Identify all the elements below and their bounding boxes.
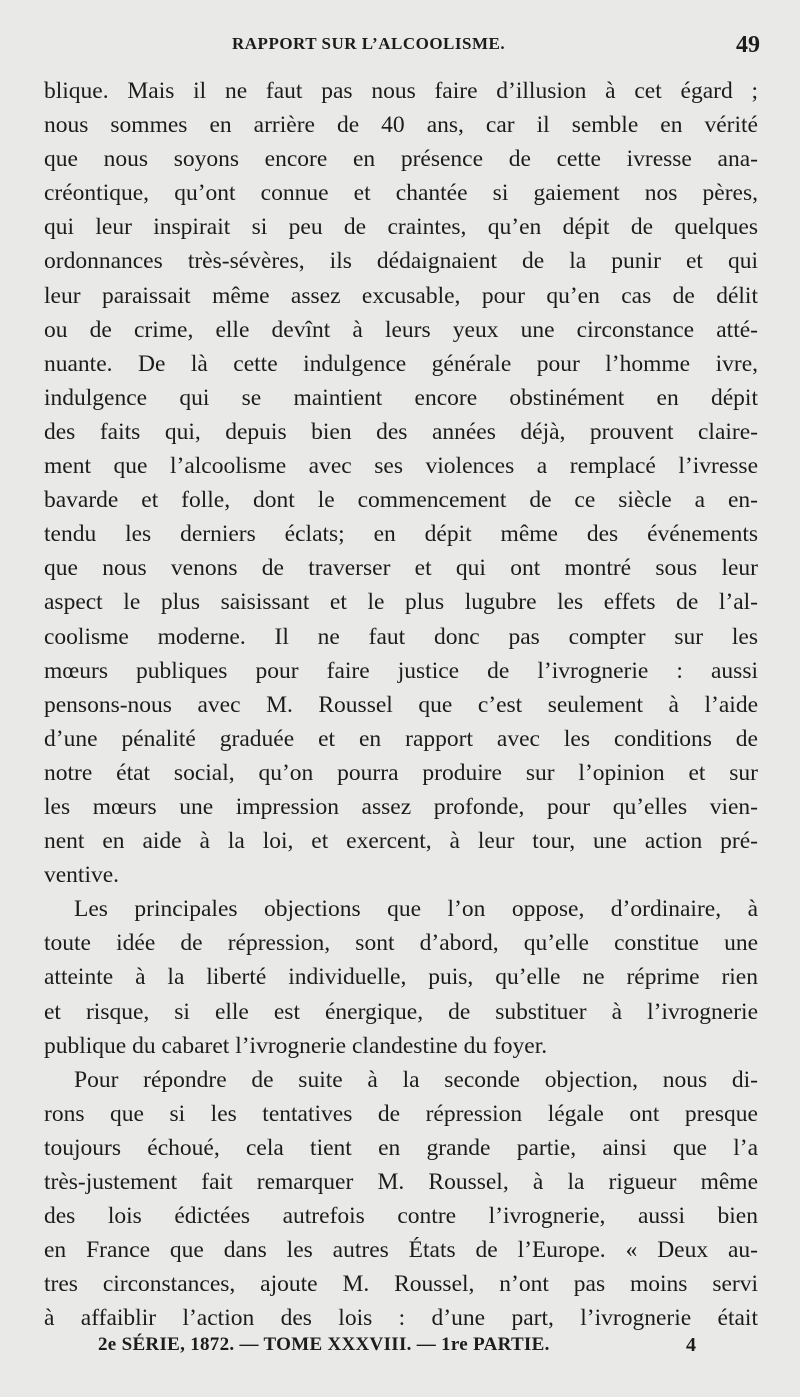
text-line: nuante. De là cette indulgence générale pour l’homme ivre, (44, 350, 758, 377)
text-line: tres circonstances, ajoute M. Roussel, n’ont pas moins servi (44, 1271, 758, 1298)
text-line: toujours échoué, cela tient en grande partie, ainsi que l’a (44, 1134, 758, 1161)
footer-sheet-number: 4 (686, 1334, 696, 1356)
text-line: indulgence qui se maintient encore obstinément en dépit (44, 384, 758, 411)
text-line: ordonnances très-sévères, ils dédaignaient de la punir et qui (44, 248, 758, 275)
footer (0, 1334, 800, 1364)
text-line: des lois édictées autrefois contre l’ivrognerie, aussi bien (44, 1203, 758, 1230)
footer-signature: 2e SÉRIE, 1872. — TOME XXXVIII. — 1re PARTIE. (98, 1334, 550, 1355)
text-line: des faits qui, depuis bien des années déjà, prouvent claire- (44, 418, 758, 445)
text-line: d’une pénalité graduée et en rapport avec les conditions de (44, 725, 758, 752)
text-line: pensons-nous avec M. Roussel que c’est seulement à l’aide (44, 691, 758, 718)
text-line: nent en aide à la loi, et exercent, à leur tour, une action pré- (44, 828, 758, 855)
text-line: à affaiblir l’action des lois : d’une part, l’ivrognerie était (44, 1305, 758, 1332)
text-line: toute idée de répression, sont d’abord, qu’elle constitue une (44, 930, 758, 957)
text-line: créontique, qu’ont connue et chantée si gaiement nos pères, (44, 180, 758, 207)
text-line: ventive. (44, 862, 120, 889)
text-line: ment que l’alcoolisme avec ses violences a remplacé l’ivresse (44, 453, 758, 480)
page-number: 49 (736, 32, 760, 58)
text-line: Les principales objections que l’on oppose, d’ordinaire, à (74, 896, 758, 923)
text-line: atteinte à la liberté individuelle, puis, qu’elle ne réprime rien (44, 964, 758, 991)
text-line: publique du cabaret l’ivrognerie clandestine du foyer. (44, 1032, 548, 1059)
text-line: les mœurs une impression assez profonde, pour qu’elles vien- (44, 793, 758, 820)
text-line: blique. Mais il ne faut pas nous faire d’illusion à cet égard ; (44, 78, 758, 104)
text-line: bavarde et folle, dont le commencement de ce siècle a en- (44, 487, 758, 514)
text-line: rons que si les tentatives de répression légale ont presque (44, 1100, 758, 1127)
text-line: mœurs publiques pour faire justice de l’ivrognerie : aussi (44, 657, 758, 684)
text-line: Pour répondre de suite à la seconde objection, nous di- (74, 1066, 758, 1093)
text-line: nous sommes en arrière de 40 ans, car il semble en vérité (44, 112, 758, 139)
text-line: notre état social, qu’on pourra produire sur l’opinion et sur (44, 759, 758, 786)
text-line: que nous soyons encore en présence de cette ivresse ana- (44, 146, 758, 173)
running-header (0, 34, 800, 62)
text-line: leur paraissait même assez excusable, pour qu’en cas de délit (44, 282, 758, 309)
body-text (44, 74, 758, 1335)
text-line: ou de crime, elle devînt à leurs yeux une circonstance atté- (44, 316, 758, 343)
text-line: tendu les derniers éclats; en dépit même des événements (44, 521, 758, 548)
text-line: que nous venons de traverser et qui ont montré sous leur (44, 555, 758, 582)
text-line: en France que dans les autres États de l’Europe. « Deux au- (44, 1237, 758, 1264)
running-title: RAPPORT SUR L’ALCOOLISME. (232, 34, 506, 53)
text-line: très-justement fait remarquer M. Roussel, à la rigueur même (44, 1169, 758, 1195)
text-line: aspect le plus saisissant et le plus lugubre les effets de l’al- (44, 589, 758, 616)
text-line: qui leur inspirait si peu de craintes, qu’en dépit de quelques (44, 214, 758, 241)
text-line: et risque, si elle est énergique, de substituer à l’ivrognerie (44, 998, 758, 1025)
text-line: coolisme moderne. Il ne faut donc pas compter sur les (44, 623, 758, 650)
